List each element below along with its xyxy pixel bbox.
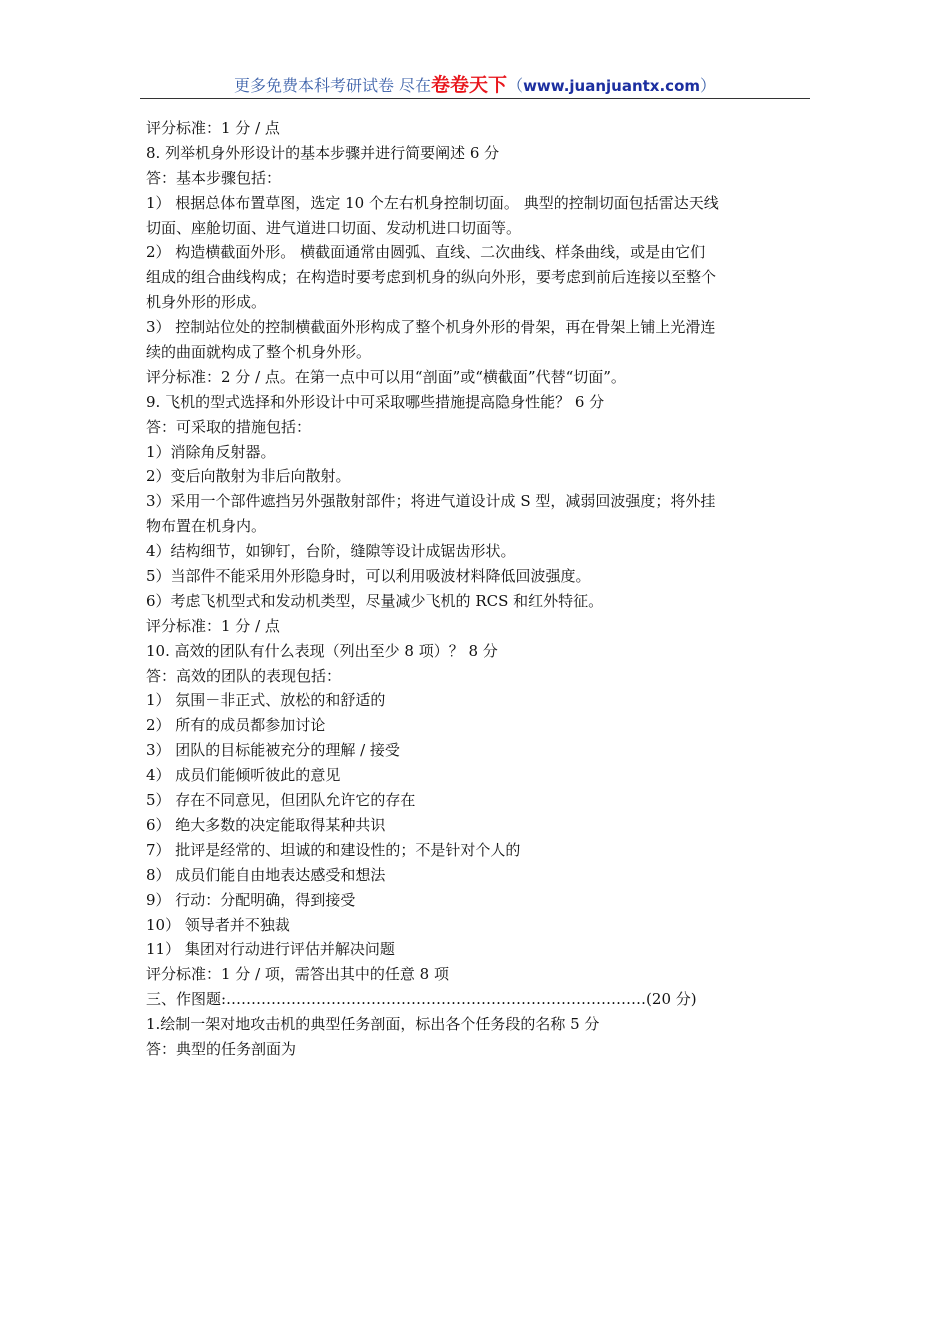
text-line: 10. 高效的团队有什么表现（列出至少 8 项）？ 8 分 [146, 641, 498, 660]
text-line: 续的曲面就构成了整个机身外形。 [146, 343, 372, 362]
header-open-paren: （ [507, 76, 524, 95]
text-line: 2）变后向散射为非后向散射。 [146, 467, 351, 486]
text-line: 4）结构细节，如铆钉，台阶，缝隙等设计成锯齿形状。 [146, 542, 516, 561]
text-line: 切面、座舱切面、进气道进口切面、发动机进口切面等。 [146, 218, 522, 237]
page-header-banner [140, 70, 810, 100]
text-line: 6） 绝大多数的决定能取得某种共识 [146, 815, 386, 834]
text-line: 9） 行动：分配明确，得到接受 [146, 890, 356, 909]
text-line: 3）采用一个部件遮挡另外强散射部件；将进气道设计成 S 型，减弱回波强度；将外挂 [146, 492, 716, 511]
text-line: 9. 飞机的型式选择和外形设计中可采取哪些措施提高隐身性能？ 6 分 [146, 392, 605, 411]
text-line: 评分标准：1 分 / 点 [146, 119, 280, 137]
text-line: 10） 领导者并不独裁 [146, 915, 290, 934]
text-line: 11） 集团对行动进行评估并解决问题 [146, 940, 395, 959]
text-line: 1） 氛围－非正式、放松的和舒适的 [146, 691, 386, 710]
text-line: 机身外形的形成。 [146, 293, 267, 312]
text-line: 7） 批评是经常的、坦诚的和建设性的；不是针对个人的 [146, 840, 521, 859]
text-line: 答：基本步骤包括： [146, 168, 282, 187]
text-line: 答：典型的任务剖面为 [146, 1039, 297, 1058]
text-line: 2） 所有的成员都参加讨论 [146, 716, 326, 735]
header-close-paren: ） [700, 76, 717, 95]
text-line: 3） 团队的目标能被充分的理解 / 接受 [146, 741, 400, 760]
header-brand-text: 卷卷天下 [431, 74, 508, 96]
text-line: 5） 存在不同意见，但团队允许它的存在 [146, 791, 416, 810]
text-line: 评分标准：2 分 / 点。在第一点中可以用“剖面”或“横截面”代替“切面”。 [146, 367, 626, 386]
text-line: 答：可采取的措施包括： [146, 417, 312, 436]
text-line: 组成的组合曲线构成；在构造时要考虑到机身的纵向外形，要考虑到前后连接以至整个 [146, 268, 717, 287]
text-line: 评分标准：1 分 / 项，需答出其中的任意 8 项 [146, 965, 449, 984]
text-line: 5）当部件不能采用外形隐身时，可以利用吸波材料降低回波强度。 [146, 567, 591, 586]
text-line: 答：高效的团队的表现包括： [146, 666, 342, 685]
text-line: 物布置在机身内。 [146, 517, 267, 536]
text-line: 8） 成员们能自由地表达感受和想法 [146, 865, 386, 884]
text-line: 评分标准：1 分 / 点 [146, 616, 280, 635]
text-line: 6）考虑飞机型式和发动机类型，尽量减少飞机的 RCS 和红外特征。 [146, 591, 604, 610]
text-line: 1） 根据总体布置草图，选定 10 个左右机身控制切面。 典型的控制切面包括雷达天线 [146, 193, 719, 212]
header-prefix-text: 更多免费本科考研试卷 尽在 [233, 76, 432, 95]
text-line: 4） 成员们能倾听彼此的意见 [146, 766, 341, 785]
text-line: 3） 控制站位处的控制横截面外形构成了整个机身外形的骨架，再在骨架上铺上光滑连 [146, 318, 716, 337]
document-body [146, 116, 810, 1062]
text-line: 三、作图题:…………………………………………………………………………(20 分) [146, 990, 697, 1009]
text-line: 1）消除角反射器。 [146, 442, 276, 461]
text-line: 8. 列举机身外形设计的基本步骤并进行简要阐述 6 分 [146, 143, 500, 162]
header-url-link[interactable]: www.juanjuantx.com [523, 77, 701, 95]
header-divider [140, 98, 810, 99]
text-line: 1.绘制一架对地攻击机的典型任务剖面，标出各个任务段的名称 5 分 [146, 1015, 600, 1034]
text-line: 2） 构造横截面外形。 横截面通常由圆弧、直线、二次曲线、样条曲线，或是由它们 [146, 243, 706, 262]
